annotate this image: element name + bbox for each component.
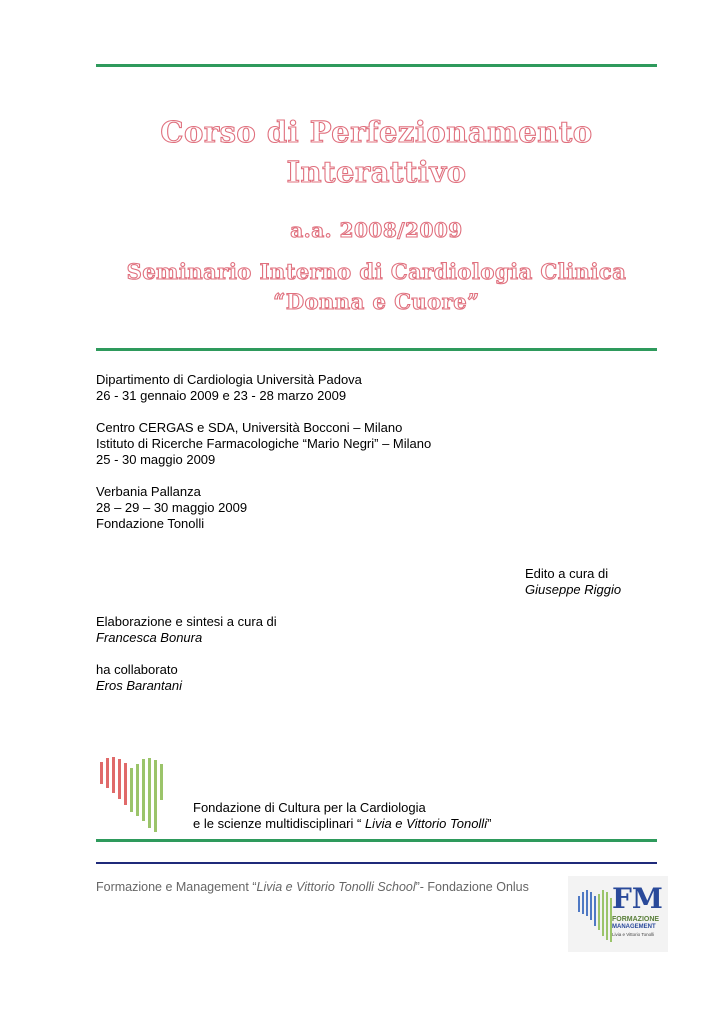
course-title-line2: Interattivo bbox=[286, 155, 467, 189]
bottom-green-divider bbox=[96, 839, 657, 842]
footer-school: Livia e Vittorio Tonolli School bbox=[256, 880, 416, 894]
foundation-line2-prefix: e le scienze multidisciplinari “ bbox=[193, 816, 365, 831]
foundation-name: Livia e Vittorio Tonolli bbox=[364, 816, 488, 831]
top-divider bbox=[96, 64, 657, 67]
bottom-navy-divider bbox=[96, 862, 657, 864]
foundation-line2-suffix: ” bbox=[487, 816, 492, 831]
fm-logo bbox=[568, 876, 668, 952]
fm-line1: FORMAZIONE bbox=[612, 916, 660, 923]
venue-padova-dates: 26 - 31 gennaio 2009 e 23 - 28 marzo 2009 bbox=[96, 388, 347, 403]
venue-padova: Dipartimento di Cardiologia Università Padova bbox=[96, 372, 362, 387]
seminar-title: Seminario Interno di Cardiologia Clinica bbox=[126, 259, 627, 284]
editor-name: Giuseppe Riggio bbox=[525, 582, 622, 597]
heart-stripes-icon bbox=[98, 756, 166, 834]
venue-bocconi: Centro CERGAS e SDA, Università Bocconi – Milano bbox=[96, 420, 403, 435]
venue-milano-dates: 25 - 30 maggio 2009 bbox=[96, 452, 216, 467]
collaboration-label: ha collaborato bbox=[96, 662, 178, 677]
heart-logo bbox=[98, 756, 166, 834]
footer-suffix: ”- Fondazione Onlus bbox=[415, 880, 529, 894]
foundation-line1: Fondazione di Cultura per la Cardiologia bbox=[193, 800, 426, 815]
academic-year: a.a. 2008/2009 bbox=[290, 218, 463, 242]
fm-line2: MANAGEMENT bbox=[612, 924, 656, 930]
footer-text bbox=[96, 880, 529, 894]
venue-mario-negri: Istituto di Ricerche Farmacologiche “Mario Negri” – Milano bbox=[96, 436, 432, 451]
fm-letters: FM bbox=[612, 882, 663, 915]
elaborator-name: Francesca Bonura bbox=[96, 630, 203, 645]
footer-prefix: Formazione e Management “ bbox=[96, 880, 257, 894]
title-divider bbox=[96, 348, 657, 351]
venue-verbania-host: Fondazione Tonolli bbox=[96, 516, 205, 531]
seminar-subtitle: “Donna e Cuore” bbox=[273, 289, 480, 314]
venue-verbania: Verbania Pallanza bbox=[96, 484, 201, 499]
fm-line3: Livia e Vittorio Tonolli bbox=[612, 932, 655, 937]
elaboration-label: Elaborazione e sintesi a cura di bbox=[96, 614, 277, 629]
edited-by-label: Edito a cura di bbox=[525, 566, 609, 581]
venue-verbania-dates: 28 – 29 – 30 maggio 2009 bbox=[96, 500, 248, 515]
course-title: Corso di Perfezionamento bbox=[160, 115, 593, 149]
collaborator-name: Eros Barantani bbox=[96, 678, 182, 693]
foundation-line2 bbox=[193, 816, 491, 832]
